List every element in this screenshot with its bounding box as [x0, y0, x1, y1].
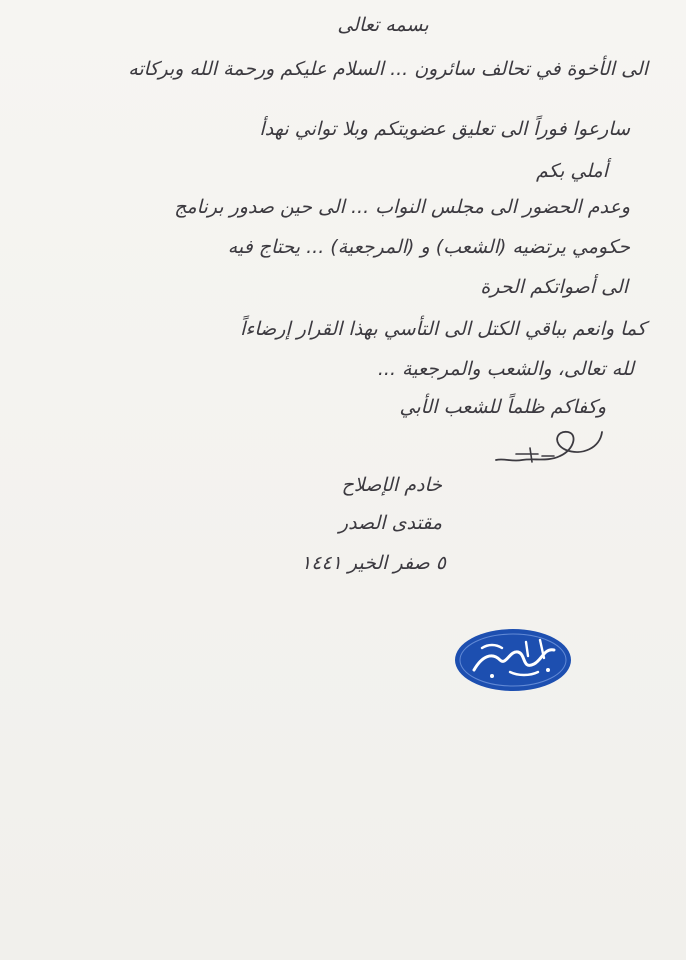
letter-line-5: حكومي يرتضيه (الشعب) و (المرجعية) ... يحتاج فيه	[227, 236, 630, 258]
seal-stamp-icon	[452, 626, 574, 694]
closing-name: مقتدى الصدر	[338, 512, 442, 534]
basmala: بسمه تعالى	[337, 14, 429, 36]
letter-line-4: وعدم الحضور الى مجلس النواب ... الى حين صدور برنامج	[174, 196, 630, 218]
letter-line-9: وكفاكم ظلماً للشعب الأبي	[399, 396, 606, 418]
letter-line-3: أملي بكم	[535, 160, 608, 182]
letter-line-7: كما وانعم بباقي الكتل الى التأسي بهذا القرار إرضاءاً	[240, 318, 646, 340]
letter-line-2: سارعوا فوراً الى تعليق عضويتكم وبلا تواني نهدأ	[259, 118, 630, 140]
letter-line-6: الى أصواتكم الحرة	[480, 276, 628, 298]
closing-date: ٥ صفر الخير ١٤٤١	[301, 552, 446, 574]
signature-icon	[482, 420, 612, 470]
closing-title: خادم الإصلاح	[341, 474, 442, 496]
letter-line-1: الى الأخوة في تحالف سائرون ... السلام عليكم ورحمة الله وبركاته	[128, 58, 648, 80]
letter-line-8: لله تعالى، والشعب والمرجعية ...	[377, 358, 634, 380]
